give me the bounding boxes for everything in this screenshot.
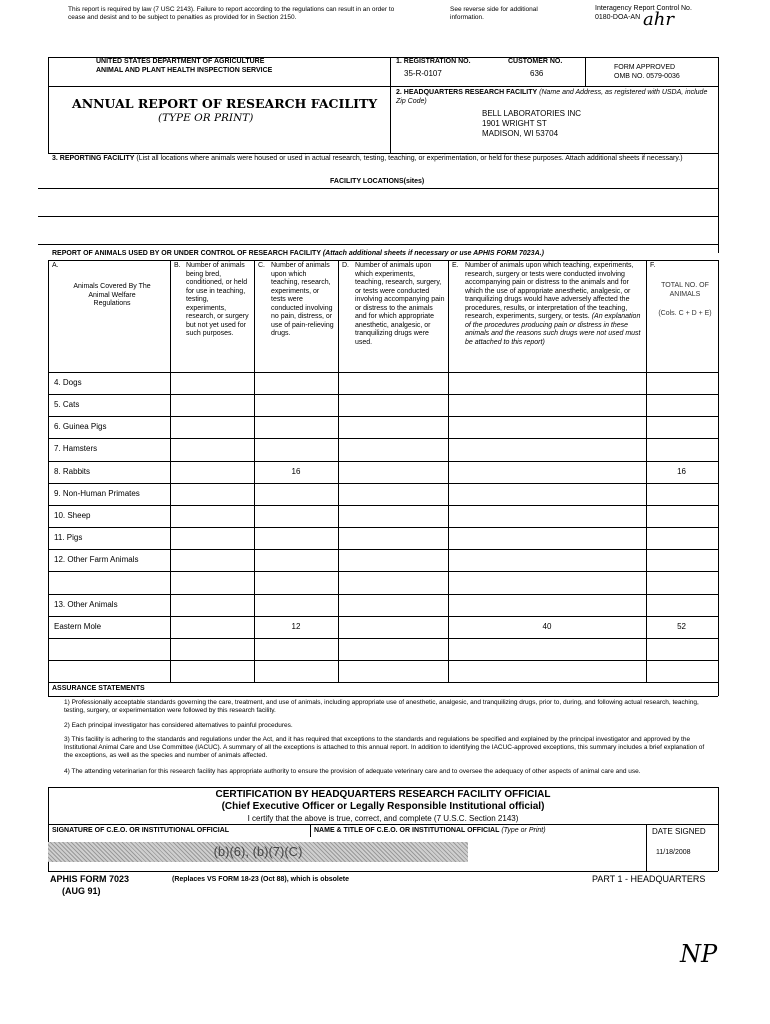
service-name: ANIMAL AND PLANT HEALTH INSPECTION SERVICE — [96, 67, 273, 74]
cell-e: 40 — [542, 622, 552, 631]
assurance-1: 1) Professionally acceptable standards governing the care, treatment, and use of animals, including appropriate use of anesthetic, analgesic, and tranquilizing drugs, prior to, during, and following actual research, teaching, testing, surgery, or experimentation were followed by this research facility. — [64, 699, 699, 714]
row-label: 8. Rabbits — [54, 467, 91, 476]
facility-locations-label: FACILITY LOCATIONS(sites) — [330, 178, 425, 185]
page-title: ANNUAL REPORT OF RESEARCH FACILITY — [72, 96, 378, 111]
col-f-letter: F. — [650, 262, 656, 269]
assurance-3: 3) This facility is adhering to the standards and regulations under the Act, and it has required that exceptions to the standards and regulations be specified and explained by the principal investigator and approved by the Institutional Animal Care and Use Committee (IACUC). A summary of all the exceptions is attached to this annual report. In addition to identifying the IACUC-approved exceptions, this summary includes a brief explanation of the exceptions, as well as the species and number of animals affected. — [64, 736, 705, 759]
name-title-label-line — [314, 827, 546, 836]
page-subtitle: (TYPE OR PRINT) — [158, 112, 254, 124]
col-e-text: Number of animals upon which teaching, experiments, research, surgery or tests were conducted involving accompanying pain or distress to the animals and for which the use of appropriate anesthetic, analgesic, or tranquilizing drugs would have adversely affected the procedures, results, or interpretation of the teaching, research, experiments, surgery, or tests. — [465, 262, 634, 320]
assurance-title: ASSURANCE STATEMENTS — [52, 685, 145, 692]
row-label: Eastern Mole — [54, 622, 102, 631]
row-label: 13. Other Animals — [54, 600, 118, 609]
col-e-header — [465, 262, 643, 347]
report-header-line — [52, 250, 717, 259]
reporting-facility-instructions — [52, 155, 717, 164]
hq-street: 1901 WRIGHT ST — [482, 119, 547, 128]
name-title-hint: (Type or Print) — [501, 827, 546, 834]
col-b-header: Number of animals being bred, conditioned, or held for use in teaching, testing, experiments, research, or surgery but not yet used for such purposes. — [186, 262, 249, 337]
row-label: 6. Guinea Pigs — [54, 422, 107, 431]
hq-label: 2. HEADQUARTERS RESEARCH FACILITY — [396, 89, 538, 96]
report-header: REPORT OF ANIMALS USED BY OR UNDER CONTROL OF RESEARCH FACILITY — [52, 250, 321, 257]
handwritten-initials-bottom: NP — [680, 940, 718, 968]
cert-subtitle: (Chief Executive Officer or Legally Responsible Institutional official) — [221, 801, 545, 812]
col-f-header: TOTAL NO. OF ANIMALS — [661, 282, 709, 298]
assurance-2: 2) Each principal investigator has considered alternatives to painful procedures. — [64, 722, 293, 729]
cert-statement: I certify that the above is true, correct, and complete (7 U.S.C. Section 2143) — [247, 814, 519, 823]
col-f-formula: (Cols. C + D + E) — [658, 310, 712, 317]
hq-hint: (Name and Address, as registered with USDA, include Zip Code) — [396, 89, 708, 105]
legal-notice: This report is required by law (7 USC 2143). Failure to report according to the regulations can result in an order to cease and desist and to be subject to penalties as provided for in Section 2150. — [68, 6, 395, 21]
signature-label: SIGNATURE OF C.E.O. OR INSTITUTIONAL OFFICIAL — [52, 827, 230, 834]
col-c-letter: C. — [258, 262, 265, 269]
hq-city: MADISON, WI 53704 — [482, 129, 559, 138]
form-number: APHIS FORM 7023 — [50, 874, 130, 884]
cert-title: CERTIFICATION BY HEADQUARTERS RESEARCH FACILITY OFFICIAL — [215, 789, 551, 800]
form-approved: FORM APPROVED — [614, 64, 676, 71]
cell-c: 12 — [291, 622, 301, 631]
col-e-note: (An explanation of the procedures producing pain or distress in these animals and the reasons such drugs were not used must be attached to this report) — [465, 313, 641, 346]
date-signed-label: DATE SIGNED — [652, 827, 706, 836]
part-label: PART 1 - HEADQUARTERS — [592, 874, 706, 884]
redaction-label: (b)(6), (b)(7)(C) — [213, 844, 303, 859]
col-c-header: Number of animals upon which teaching, research, experiments, or tests were conducted involving no pain, distress, or use of pain-relieving drugs. — [271, 262, 334, 337]
row-label: 5. Cats — [54, 400, 80, 409]
omb-number: OMB NO. 0579-0036 — [614, 73, 680, 80]
cell-f: 52 — [677, 622, 686, 631]
reporting-facility-text: (List all locations where animals were housed or used in actual research, testing, teaching, or experimentation, or held for these purposes. Attach additional sheets if necessary.) — [136, 155, 683, 162]
replaces-note: (Replaces VS FORM 18-23 (Oct 88), which is obsolete — [172, 876, 349, 883]
report-header-hint: (Attach additional sheets if necessary or use APHIS FORM 7023A.) — [322, 250, 544, 257]
row-label: 11. Pigs — [54, 533, 83, 542]
interagency-label: Interagency Report Control No. — [595, 5, 692, 12]
department-name: UNITED STATES DEPARTMENT OF AGRICULTURE — [96, 58, 265, 65]
row-label: 4. Dogs — [54, 378, 82, 387]
cell-f: 16 — [677, 467, 686, 476]
reporting-facility-label: 3. REPORTING FACILITY — [52, 155, 135, 162]
redaction-block — [48, 842, 468, 862]
handwritten-initials-top: ahr — [643, 9, 674, 30]
assurance-4: 4) The attending veterinarian for this research facility has appropriate authority to ensure the provision of adequate veterinary care and to oversee the adequacy of other aspects of animal care and use. — [64, 768, 641, 775]
interagency-number: 0180-DOA-AN — [595, 14, 641, 21]
row-label: 12. Other Farm Animals — [54, 555, 139, 564]
customer-label: CUSTOMER NO. — [508, 58, 563, 65]
col-d-letter: D. — [342, 262, 349, 269]
see-reverse-note: See reverse side for additional information. — [450, 6, 538, 21]
col-d-header: Number of animals upon which experiments, teaching, research, surgery, or tests were conducted involving accompanying pain or distress to the animals and for which appropriate anesthetic, analgesic, or tranquilizing drugs were used. — [355, 262, 445, 346]
hq-label-line — [396, 89, 716, 106]
row-label: 10. Sheep — [54, 511, 91, 520]
row-label: 9. Non-Human Primates — [54, 489, 140, 498]
col-b-letter: B. — [174, 262, 181, 269]
cell-c: 16 — [291, 467, 301, 476]
date-signed-value: 11/18/2008 — [656, 849, 691, 856]
registration-value: 35-R-0107 — [404, 69, 442, 78]
customer-value: 636 — [530, 69, 544, 78]
form-date: (AUG 91) — [62, 886, 101, 896]
col-e-letter: E. — [452, 262, 459, 269]
col-a-header: Animals Covered By The Animal Welfare Regulations — [73, 283, 151, 307]
name-title-label: NAME & TITLE OF C.E.O. OR INSTITUTIONAL OFFICIAL — [314, 827, 500, 834]
row-label: 7. Hamsters — [54, 444, 98, 453]
registration-label: 1. REGISTRATION NO. — [396, 58, 471, 65]
col-a-letter: A. — [52, 262, 59, 269]
hq-name: BELL LABORATORIES INC — [482, 109, 581, 118]
